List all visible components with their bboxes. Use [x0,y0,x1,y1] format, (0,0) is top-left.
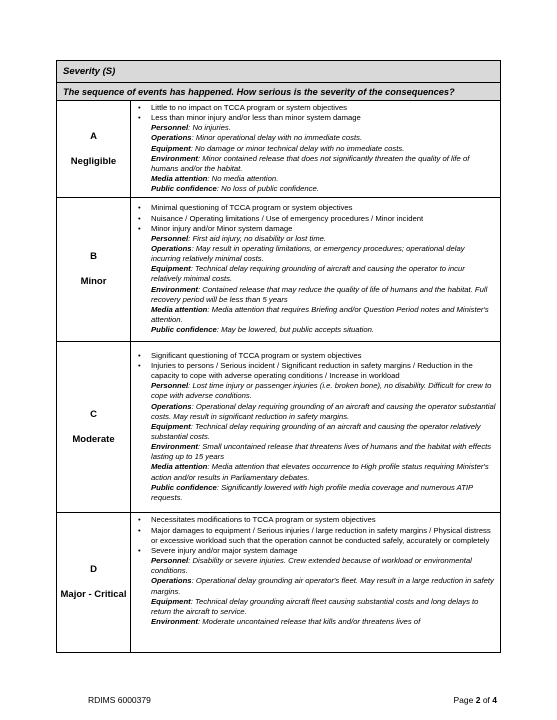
detail-line [151,305,496,325]
bullet-item: • Severe injury and/or major system damage [135,546,496,556]
detail-label: Operations [151,401,192,411]
detail-text: : Contained release that may reduce the quality of life of humans and the habitat. Full recovery period will be less than 5 years [151,284,488,304]
detail-line [151,402,496,422]
detail-line [151,462,496,482]
severity-code: C [90,408,97,420]
detail-label: Environment [151,153,198,163]
detail-text: : Moderate uncontained release that kills and/or threatens lives of [198,616,421,626]
detail-line [151,184,496,194]
detail-line [151,325,496,335]
detail-label: Public confidence [151,325,217,335]
detail-text: : Minor contained release that does not significantly threaten the quality of life of humans and/or the habitat. [151,153,470,173]
detail-line [151,617,496,627]
detail-label: Environment [151,616,198,626]
severity-level-cell [57,342,131,513]
detail-text: : Significantly lowered with high profile media coverage and numerous ATIP requests. [151,482,473,502]
severity-row [57,342,501,513]
detail-line [151,556,496,576]
detail-line [151,133,496,143]
detail-label: Operations [151,576,192,586]
detail-block [135,234,496,336]
detail-text: : Lost time injury or passenger injuries (i.e. broken bone), no disability. Difficult for crew to cope with adverse conditions. [151,381,492,401]
severity-code: A [90,130,97,142]
detail-label: Operations [151,244,192,254]
detail-text: : Media attention that elevates occurrence to High profile status requiring Minister's action and/or results in Parliamentary debates. [151,462,489,482]
severity-name: Negligible [70,155,117,167]
detail-label: Media attention [151,462,208,472]
detail-block [135,381,496,503]
bullet-list [135,203,496,233]
page-current: 2 [475,695,481,705]
detail-text: : May result in operating limitations, or emergency procedures; operational delay incurring relatively minimal costs. [151,244,465,264]
severity-description-cell [131,101,501,198]
detail-label: Equipment [151,421,191,431]
severity-level-cell [57,198,131,342]
severity-level-cell [57,101,131,198]
detail-line [151,264,496,284]
detail-line [151,234,496,244]
severity-code: D [90,564,97,576]
detail-text: : Operational delay grounding air operator's fleet. May result in a large reduction in safety margins. [151,576,494,596]
detail-line [151,442,496,462]
detail-line [151,144,496,154]
table-title: Severity (S) [57,61,501,83]
detail-text: : Technical delay requiring grounding of an aircraft and causing the operator relatively substantial costs. [151,421,481,441]
detail-label: Equipment [151,143,191,153]
detail-block [135,123,496,194]
detail-text: : Operational delay requiring grounding of an aircraft and causing the operator substantial costs. May result in significant reduction in safety margins. [151,401,496,421]
detail-label: Environment [151,442,198,452]
detail-line [151,123,496,133]
bullet-list [135,103,496,123]
detail-text: : Technical delay grounding aircraft fleet causing substantial costs and long delays to return the aircraft to service. [151,596,479,616]
severity-name: Major - Critical [60,589,127,601]
detail-line [151,576,496,596]
detail-label: Operations [151,133,192,143]
detail-text: : Disability or severe injuries. Crew extended because of workload or environmental conditions. [151,556,472,576]
detail-text: : Media attention that requires Briefing and/or Question Period notes and Minister's attention. [151,304,489,325]
severity-code: B [90,251,97,263]
detail-text: : No injuries. [188,123,231,133]
detail-label: Personnel [151,233,189,243]
bullet-item: • Minimal questioning of TCCA program or system objectives [135,203,496,213]
severity-row [57,198,501,342]
detail-line [151,244,496,264]
detail-line [151,174,496,184]
severity-description-cell [131,342,501,513]
detail-line [151,285,496,305]
detail-text: : May be lowered, but public accepts situation. [216,325,375,335]
page-total: 4 [492,695,497,705]
detail-label: Equipment [151,596,191,606]
detail-text: : No loss of public confidence. [216,184,319,194]
detail-text: : Small uncontained release that threatens lives of humans and the habitat with effects lasting up to 15 years [151,442,492,462]
severity-row [57,513,501,653]
detail-label: Environment [151,284,198,294]
detail-text: : Technical delay requiring grounding of aircraft and causing the operator to incur relatively minimal costs. [151,264,465,284]
detail-text: : No damage or minor technical delay with no immediate costs. [190,143,405,153]
detail-line [151,381,496,401]
bullet-item: • Little to no impact on TCCA program or system objectives [135,103,496,113]
detail-line [151,597,496,617]
detail-block [135,556,496,627]
page-number [454,695,498,705]
severity-name: Minor [80,276,107,288]
document-id: RDIMS 6000379 [88,695,151,705]
severity-level-cell [57,513,131,653]
bullet-item: • Minor injury and/or Minor system damage [135,224,496,234]
severity-table [56,60,501,653]
severity-description-cell [131,513,501,653]
detail-label: Personnel [151,556,189,566]
detail-line [151,154,496,174]
detail-line [151,422,496,442]
detail-label: Personnel [151,123,189,133]
bullet-list [135,351,496,381]
severity-row [57,101,501,198]
detail-label: Equipment [151,264,191,274]
bullet-item: • Necessitates modifications to TCCA program or system objectives [135,515,496,525]
detail-label: Public confidence [151,482,217,492]
bullet-item: • Significant questioning of TCCA program or system objectives [135,351,496,361]
detail-label: Personnel [151,381,189,391]
bullet-item: • Less than minor injury and/or less than minor system damage [135,113,496,123]
bullet-item: • Nuisance / Operating limitations / Use of emergency procedures / Minor incident [135,214,496,224]
severity-name: Moderate [72,433,115,445]
bullet-item: • Major damages to equipment / Serious injuries / large reduction in safety margins / Physical distress or excessive workload such that the operation cannot be conducted safely, accurately or completely [135,526,496,546]
detail-label: Public confidence [151,184,217,194]
page-of: of [480,695,493,705]
detail-label: Media attention [151,304,208,314]
bullet-list [135,515,496,556]
detail-text: : Minor operational delay with no immediate costs. [191,133,363,143]
table-subtitle: The sequence of events has happened. How serious is the severity of the consequences? [57,83,501,101]
severity-description-cell [131,198,501,342]
detail-line [151,483,496,503]
bullet-item: • Injuries to persons / Serious incident / Significant reduction in safety margins / Reduction in the capacity to cope with adverse operating conditions / Increase in workload [135,361,496,381]
detail-text: : First aid injury, no disability or lost time. [188,233,327,243]
page-prefix: Page [453,695,476,705]
detail-text: : No media attention. [207,174,279,184]
detail-label: Media attention [151,174,208,184]
